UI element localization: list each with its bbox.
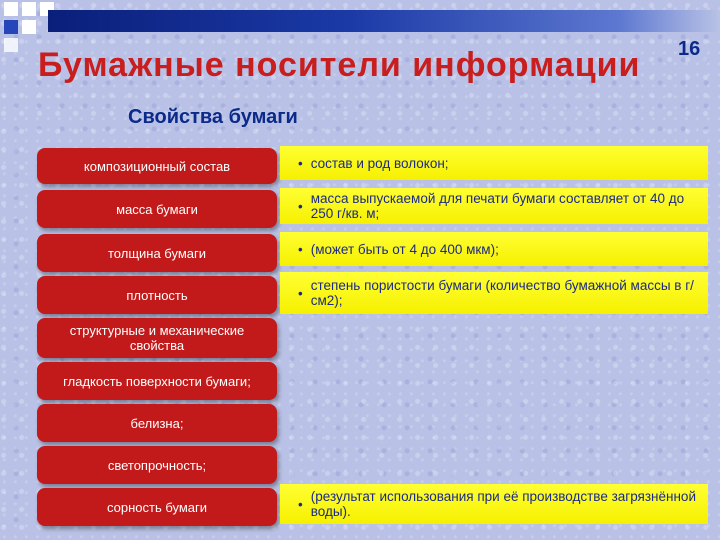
property-label: [37, 488, 277, 526]
bullet-icon: •: [298, 198, 303, 214]
property-label-text: композиционный состав: [83, 158, 231, 174]
bullet-icon: •: [298, 155, 303, 171]
property-label: [37, 318, 277, 358]
property-label: [37, 148, 277, 184]
property-description: [280, 146, 708, 180]
bullet-icon: •: [298, 285, 303, 301]
property-description: [280, 232, 708, 266]
property-label-text: гладкость поверхности бумаги;: [63, 373, 251, 389]
property-description-text: (результат использования при её производстве загрязнённой воды).: [310, 489, 696, 519]
bullet-icon: •: [298, 496, 303, 512]
property-label: [37, 446, 277, 484]
slide-title: Бумажные носители информации: [38, 46, 641, 84]
decorative-header-bar: [0, 0, 720, 38]
decor-square: [22, 2, 36, 16]
property-label: [37, 362, 277, 400]
property-label-text: толщина бумаги: [107, 245, 206, 261]
property-label-text: плотность: [126, 287, 188, 303]
property-label-text: структурные и механические свойства: [69, 323, 245, 353]
property-label: [37, 190, 277, 228]
property-description-text: степень пористости бумаги (количество бумажной массы в г/см2);: [310, 278, 694, 308]
property-label: [37, 276, 277, 314]
property-label-text: сорность бумаги: [106, 499, 208, 515]
property-label-text: светопрочность;: [107, 457, 207, 473]
decor-square: [4, 20, 18, 34]
property-label: [37, 404, 277, 442]
decor-square: [4, 2, 18, 16]
decor-square: [22, 20, 36, 34]
property-label-text: белизна;: [130, 415, 184, 431]
property-label: [37, 234, 277, 272]
slide-subtitle: Свойства бумаги: [128, 106, 298, 128]
property-description: [280, 484, 708, 524]
property-description-text: масса выпускаемой для печати бумаги составляет от 40 до 250 г/кв. м;: [310, 191, 685, 221]
property-description-text: состав и род волокон;: [310, 155, 449, 171]
property-description: [280, 188, 708, 224]
property-description-text: (может быть от 4 до 400 мкм);: [310, 241, 499, 257]
property-label-text: масса бумаги: [116, 201, 198, 217]
slide-number: 16: [678, 38, 701, 60]
bullet-icon: •: [298, 241, 303, 257]
header-stripe: [48, 10, 720, 32]
decor-square: [4, 38, 18, 52]
property-description: [280, 272, 708, 314]
